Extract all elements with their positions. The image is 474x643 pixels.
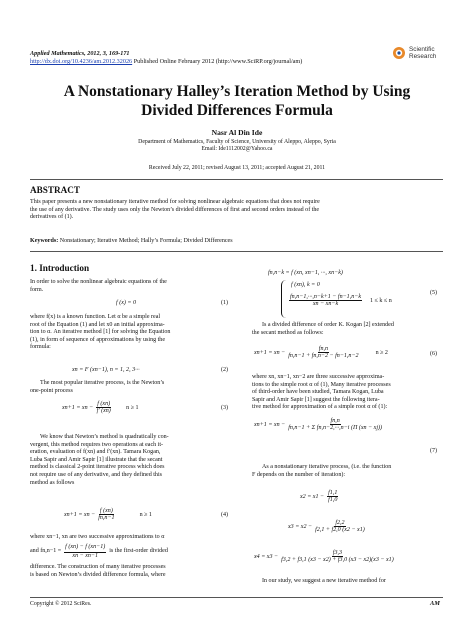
equation-5-case2 bbox=[289, 294, 392, 307]
eq-denominator: f1,0 bbox=[328, 497, 338, 503]
eq-condition: n ≥ 2 bbox=[375, 349, 388, 356]
eq-numerator: fn,n bbox=[330, 418, 340, 424]
right-paragraph-4: In our study, we suggest a new iterative method for bbox=[262, 578, 386, 584]
eq-fraction bbox=[289, 294, 362, 307]
right-paragraph-2 bbox=[252, 374, 444, 412]
abstract-line: the use of any derivative. The study uses only the Newton’s divided differences of first and second orders instead of the bbox=[30, 206, 320, 213]
text-line: of third-order have been studied, Tamara Kogan, Luba bbox=[252, 389, 384, 396]
right-paragraph-1 bbox=[252, 322, 444, 337]
eq-fraction bbox=[327, 490, 338, 503]
equation-1-number: (1) bbox=[221, 300, 229, 306]
eq-fraction bbox=[315, 520, 365, 533]
author-email: Email: Ide1112002@Yahoo.ca bbox=[201, 146, 273, 153]
abstract-line: derivatives of (1). bbox=[30, 214, 74, 221]
def-tail: is the first-order divided bbox=[109, 548, 168, 555]
text-line: Luba Sapir and Amir Sapir [1] illustrate that the secant bbox=[30, 456, 163, 463]
text-line: where xn−1, xn are two successive approximations to α bbox=[30, 534, 165, 540]
text-line: As a nonstationary iterative process, (i.e. the function bbox=[262, 464, 392, 470]
published-info: Published Online February 2012 (http://www.SciRP.org/journal/am) bbox=[133, 58, 303, 65]
eq-condition: n ≥ 1 bbox=[126, 404, 139, 411]
eq-numerator: f3,3 bbox=[332, 550, 343, 556]
section-heading-intro: 1. Introduction bbox=[30, 263, 90, 273]
text-line: tive method for approximation of a simple root α of (1): bbox=[252, 404, 388, 411]
text-line: tions to the simple root α of (1), Many iterative processes bbox=[252, 381, 391, 388]
keywords-label: Keywords: bbox=[30, 238, 59, 244]
eq-lhs: xn+1 = xn − bbox=[254, 349, 286, 356]
keywords bbox=[30, 238, 443, 244]
equation-7-number: (7) bbox=[430, 448, 438, 454]
eq-lhs: xn+1 = xn − bbox=[254, 421, 286, 428]
logo-line1: Scientific bbox=[409, 46, 435, 53]
def-fraction bbox=[64, 544, 106, 560]
equation-4 bbox=[64, 508, 152, 521]
title-line-1: A Nonstationary Halley’s Iteration Method by Using bbox=[63, 83, 411, 100]
received-dates: Received July 22, 2011; revised August 13, 2011; accepted August 21, 2011 bbox=[148, 165, 326, 171]
text-line: method is classical 2-point iterative process which does bbox=[30, 464, 165, 471]
eq-fraction bbox=[281, 550, 394, 563]
doi-link[interactable]: http://dx.doi.org/10.4236/am.2012.32026 bbox=[30, 58, 133, 65]
eq-numerator: fn,n bbox=[318, 346, 329, 352]
divided-difference-def bbox=[30, 544, 238, 560]
eq-lhs: x3 = x2 − bbox=[288, 523, 313, 530]
eq-fraction bbox=[288, 346, 358, 359]
equation-7 bbox=[254, 418, 382, 431]
intro-paragraph-1 bbox=[30, 279, 238, 294]
eq-denominator: f2,1 + f2,0 (x2 − x1) bbox=[315, 527, 365, 533]
eq-denominator: f3,2 + f3,1 (x3 − x2) + f3,0 (x3 − x2)(x3 − x1) bbox=[281, 557, 394, 563]
equation-8b bbox=[288, 520, 365, 533]
equation-3-number: (3) bbox=[221, 405, 229, 411]
journal-header bbox=[30, 50, 350, 66]
eq-lhs: x2 = x1 − bbox=[300, 493, 325, 500]
publisher-logo bbox=[392, 46, 436, 60]
equation-5-brace bbox=[281, 280, 286, 318]
text-line: tion to α. An iterative method [1] for solving the Equation bbox=[30, 329, 171, 336]
title-line-2: Divided Differences Formula bbox=[141, 102, 333, 119]
logo-line2: Research bbox=[409, 53, 437, 60]
equation-4-number: (4) bbox=[221, 512, 229, 518]
eq-numerator: f1,1 bbox=[328, 490, 338, 496]
intro-paragraph-5 bbox=[30, 534, 238, 542]
text-line: where f(x) is a known function. Let α be a simple real bbox=[30, 314, 161, 320]
right-paragraph-3 bbox=[252, 464, 444, 479]
equation-5-number: (5) bbox=[430, 290, 438, 296]
journal-citation: Applied Mathematics, 2012, 3, 169-171 bbox=[30, 50, 130, 57]
text-line: the secant method as follows: bbox=[252, 329, 324, 336]
text-line: (1), in form of sequence of approximations by using the bbox=[30, 336, 166, 343]
text-line: is based on Newton’s divided difference formula, where bbox=[30, 571, 166, 578]
intro-paragraph-2 bbox=[30, 314, 238, 352]
affiliation-text: Department of Mathematics, Faculty of Science, University of Aleppo, Aleppo, Syria bbox=[138, 139, 336, 145]
paper-title bbox=[20, 82, 454, 120]
text-line: We know that Newton’s method is quadratically con- bbox=[40, 434, 169, 440]
text-line: difference. The construction of many iterative processes bbox=[30, 564, 166, 570]
text-line: where xn, xn−1, xn−2 are three successive approxima- bbox=[252, 374, 385, 380]
abstract-bottom-rule bbox=[30, 251, 443, 252]
text-line: eration, evaluation of f(xn) and f′(xn). Tamara Kogan, bbox=[30, 449, 161, 456]
eq-fraction bbox=[98, 508, 114, 521]
eq-numerator: fn,n−1,···,n−k+1 − fn−1,n−k bbox=[290, 294, 362, 300]
abstract-heading: ABSTRACT bbox=[30, 185, 81, 195]
eq-denominator: xn − xn−k bbox=[312, 301, 339, 307]
footer-copyright: Copyright © 2012 SciRes. bbox=[30, 601, 92, 607]
eq-lhs: xn+1 = xn − bbox=[64, 511, 96, 518]
affiliation bbox=[20, 139, 454, 154]
eq-denominator: fn,n−1 + fn,n−2 − fn−1,n−2 bbox=[288, 353, 359, 359]
intro-paragraph-6 bbox=[30, 564, 238, 579]
footer-journal-abbrev: AM bbox=[430, 600, 440, 607]
abstract-text bbox=[30, 199, 443, 222]
def-numerator: f (xn) − f (xn−1) bbox=[64, 544, 106, 553]
equation-8c bbox=[254, 550, 394, 563]
text-line: one-point process bbox=[30, 387, 73, 394]
abstract-line: This paper presents a new nonstationary iterative method for solving nonlinear algebraic equations that does not require bbox=[30, 199, 320, 205]
eq-condition: 1 ≤ k ≤ n bbox=[370, 297, 392, 304]
eq-numerator: f (xn) bbox=[97, 401, 111, 407]
author-name: Nasr Al Din Ide bbox=[211, 128, 263, 137]
text-line: form. bbox=[30, 286, 44, 293]
intro-paragraph-3 bbox=[30, 380, 238, 395]
def-denominator: xn − xn−1 bbox=[72, 552, 99, 559]
def-lhs: and fn,n−1 = bbox=[30, 548, 62, 555]
eq-denominator: fn,n−1 bbox=[98, 515, 115, 521]
eq-numerator: f (xn) bbox=[99, 508, 113, 514]
eq-lhs: x4 = x3 − bbox=[254, 553, 279, 560]
intro-paragraph-4 bbox=[30, 434, 238, 487]
text-line: not require use of any derivative, and they defined this bbox=[30, 471, 162, 478]
equation-2-number: (2) bbox=[221, 367, 229, 373]
equation-6 bbox=[254, 346, 388, 359]
text-line: vergent, this method requires two operations at each it- bbox=[30, 441, 164, 448]
eq-numerator: f2,2 bbox=[335, 520, 345, 526]
text-line: F depends on the number of iteration): bbox=[252, 471, 346, 478]
equation-8a bbox=[300, 490, 338, 503]
equation-1: f (x) = 0 bbox=[116, 300, 137, 306]
equation-6-number: (6) bbox=[430, 351, 438, 357]
text-line: formula: bbox=[30, 344, 51, 351]
text-line: method as follows bbox=[30, 479, 75, 486]
eq-fraction bbox=[288, 418, 382, 431]
equation-3 bbox=[62, 401, 139, 414]
eq-denominator: f′ (xn) bbox=[96, 408, 111, 414]
text-line: In order to solve the nonlinear algebraic equations of the bbox=[30, 279, 167, 285]
text-line: The most popular iterative process, is the Newton’s bbox=[40, 380, 165, 386]
eq-denominator: fn,n−1 + Σ fn,n−2,···,n−i (Π (xn − xj)) bbox=[288, 425, 383, 431]
eq-fraction bbox=[96, 401, 111, 414]
abstract-top-rule bbox=[30, 179, 443, 180]
footer-rule bbox=[30, 597, 443, 598]
text-line: Is a divided difference of order K. Kogan [2] extended bbox=[262, 322, 394, 328]
publisher-logo-icon bbox=[392, 46, 406, 60]
eq-lhs: xn+1 = xn − bbox=[62, 404, 94, 411]
text-line: Sapir and Amir Sapir [1] suggest the following itera- bbox=[252, 396, 380, 403]
eq-condition: n ≥ 1 bbox=[139, 511, 152, 518]
equation-2: xn = F (xn−1), n = 1, 2, 3··· bbox=[72, 367, 140, 373]
keywords-text: Nonstationary; Iterative Method; Hally’s Formula; Divided Differences bbox=[58, 238, 233, 244]
text-line: root of the Equation (1) and let x0 an initial approxima- bbox=[30, 321, 165, 328]
equation-5-case1: f (xn), k = 0 bbox=[291, 282, 320, 288]
equation-5-head: fn,n−k = f (xn, xn−1, ···, xn−k) bbox=[268, 270, 343, 276]
